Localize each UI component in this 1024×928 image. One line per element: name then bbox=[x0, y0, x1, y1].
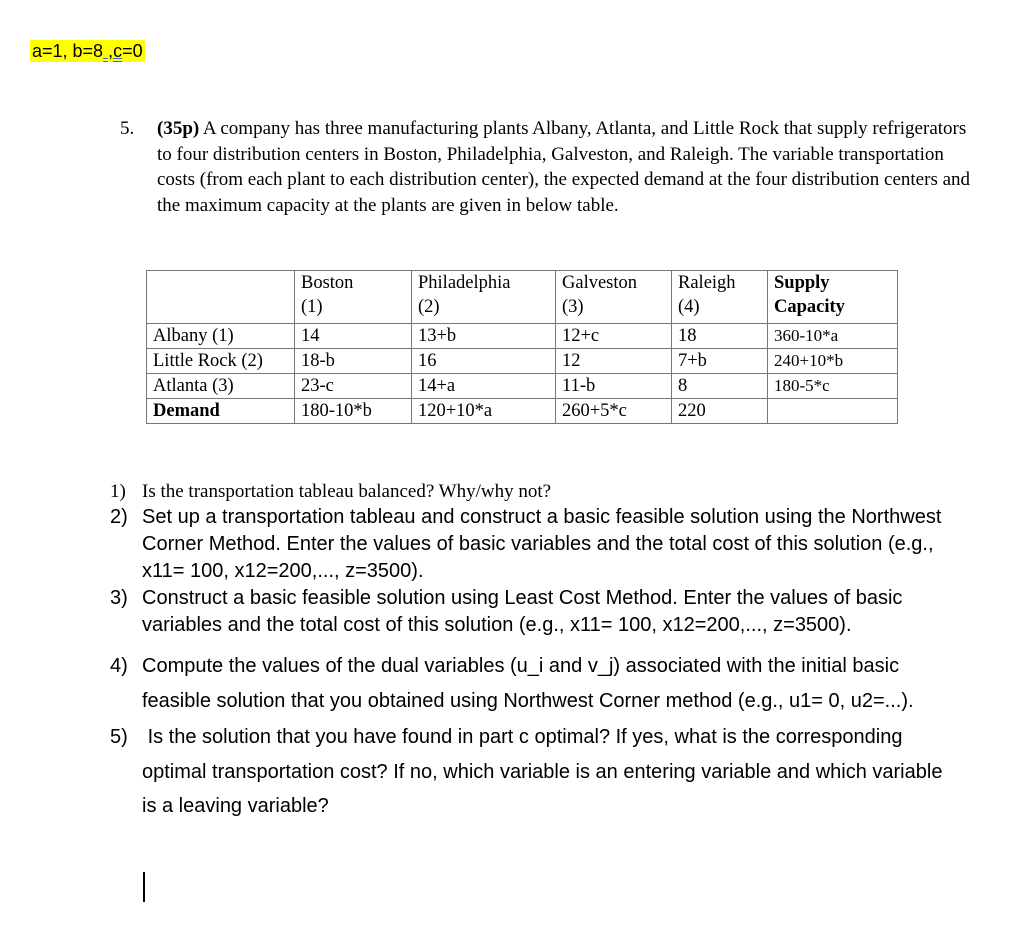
table-row bbox=[147, 374, 898, 399]
question-text: Is the transportation tableau balanced? Why/why not? bbox=[142, 481, 552, 502]
question-number: 5) bbox=[110, 726, 128, 748]
row-label: Demand bbox=[147, 399, 295, 424]
header-cell-philadelphia: Philadelphia (2) bbox=[412, 271, 556, 324]
header-cell-boston: Boston (1) bbox=[295, 271, 412, 324]
problem-points: (35p) bbox=[157, 118, 200, 139]
table-cell: 360-10*a bbox=[768, 324, 898, 349]
table-row bbox=[147, 349, 898, 374]
table-cell: 7+b bbox=[672, 349, 768, 374]
cost-table bbox=[146, 270, 898, 424]
table-cell: 13+b bbox=[412, 324, 556, 349]
question-text: Construct a basic feasible solution using Least Cost Method. Enter the values of basic variables and the total cost of this solution (e.g., x11= 100, x12=200,..., z=3500). bbox=[142, 587, 903, 636]
header-cell-raleigh: Raleigh (4) bbox=[672, 271, 768, 324]
header-cell-galveston: Galveston (3) bbox=[556, 271, 672, 324]
table-cell: 220 bbox=[672, 399, 768, 424]
table-cell: 120+10*a bbox=[412, 399, 556, 424]
question-3 bbox=[110, 585, 950, 639]
table-cell: 14+a bbox=[412, 374, 556, 399]
table-cell: 18 bbox=[672, 324, 768, 349]
question-number: 3) bbox=[110, 587, 128, 609]
problem-number: 5. bbox=[120, 118, 135, 139]
table-cell: 260+5*c bbox=[556, 399, 672, 424]
table-cell: 14 bbox=[295, 324, 412, 349]
table-cell: 18-b bbox=[295, 349, 412, 374]
question-list bbox=[110, 480, 950, 824]
table-row bbox=[147, 324, 898, 349]
header-cell-supply: Supply Capacity bbox=[768, 271, 898, 324]
question-2 bbox=[110, 504, 950, 585]
question-text: Is the solution that you have found in part c optimal? If yes, what is the corresponding optimal transportation cost? If no, which variable is an entering variable and which variable is a leaving variable? bbox=[142, 726, 949, 817]
question-number: 2) bbox=[110, 506, 128, 528]
problem-body bbox=[157, 116, 980, 218]
parameter-text-underlined: ,c bbox=[103, 41, 123, 61]
table-cell: 180-10*b bbox=[295, 399, 412, 424]
table-cell: 16 bbox=[412, 349, 556, 374]
table-cell: 11-b bbox=[556, 374, 672, 399]
table-cell: 12+c bbox=[556, 324, 672, 349]
demand-row bbox=[147, 399, 898, 424]
question-number: 4) bbox=[110, 655, 128, 677]
table-cell: 8 bbox=[672, 374, 768, 399]
table-header-row bbox=[147, 271, 898, 324]
parameter-text-end: =0 bbox=[122, 41, 143, 61]
problem-text: A company has three manufacturing plants Albany, Atlanta, and Little Rock that supply refrigerators to four distribution centers in Boston, Philadelphia, Galveston, and Raleigh. The variable transportation costs (from each plant to each distribution center), the expected demand at the four distribution centers and the maximum capacity at the plants are given in below table. bbox=[157, 118, 971, 216]
text-cursor bbox=[143, 872, 145, 902]
row-label: Atlanta (3) bbox=[147, 374, 295, 399]
question-text: Compute the values of the dual variables (u_i and v_j) associated with the initial basic feasible solution that you obtained using Northwest Corner method (e.g., u1= 0, u2=...). bbox=[142, 655, 914, 712]
question-text: Set up a transportation tableau and construct a basic feasible solution using the Northwest Corner Method. Enter the values of basic variables and the total cost of this solution (e.g., x11= 100, x12=200,..., z=3500). bbox=[142, 506, 942, 582]
table-cell: 23-c bbox=[295, 374, 412, 399]
parameter-values bbox=[30, 40, 145, 62]
table-cell: 240+10*b bbox=[768, 349, 898, 374]
table-cell bbox=[768, 399, 898, 424]
table-cell: 180-5*c bbox=[768, 374, 898, 399]
table-cell: 12 bbox=[556, 349, 672, 374]
row-label: Albany (1) bbox=[147, 324, 295, 349]
header-cell-empty bbox=[147, 271, 295, 324]
parameter-text-main: a=1, b=8 bbox=[32, 41, 104, 61]
question-number: 1) bbox=[110, 481, 126, 502]
row-label: Little Rock (2) bbox=[147, 349, 295, 374]
question-4 bbox=[110, 649, 950, 718]
question-5 bbox=[110, 720, 950, 824]
question-1 bbox=[110, 480, 950, 504]
problem-statement bbox=[120, 116, 980, 218]
